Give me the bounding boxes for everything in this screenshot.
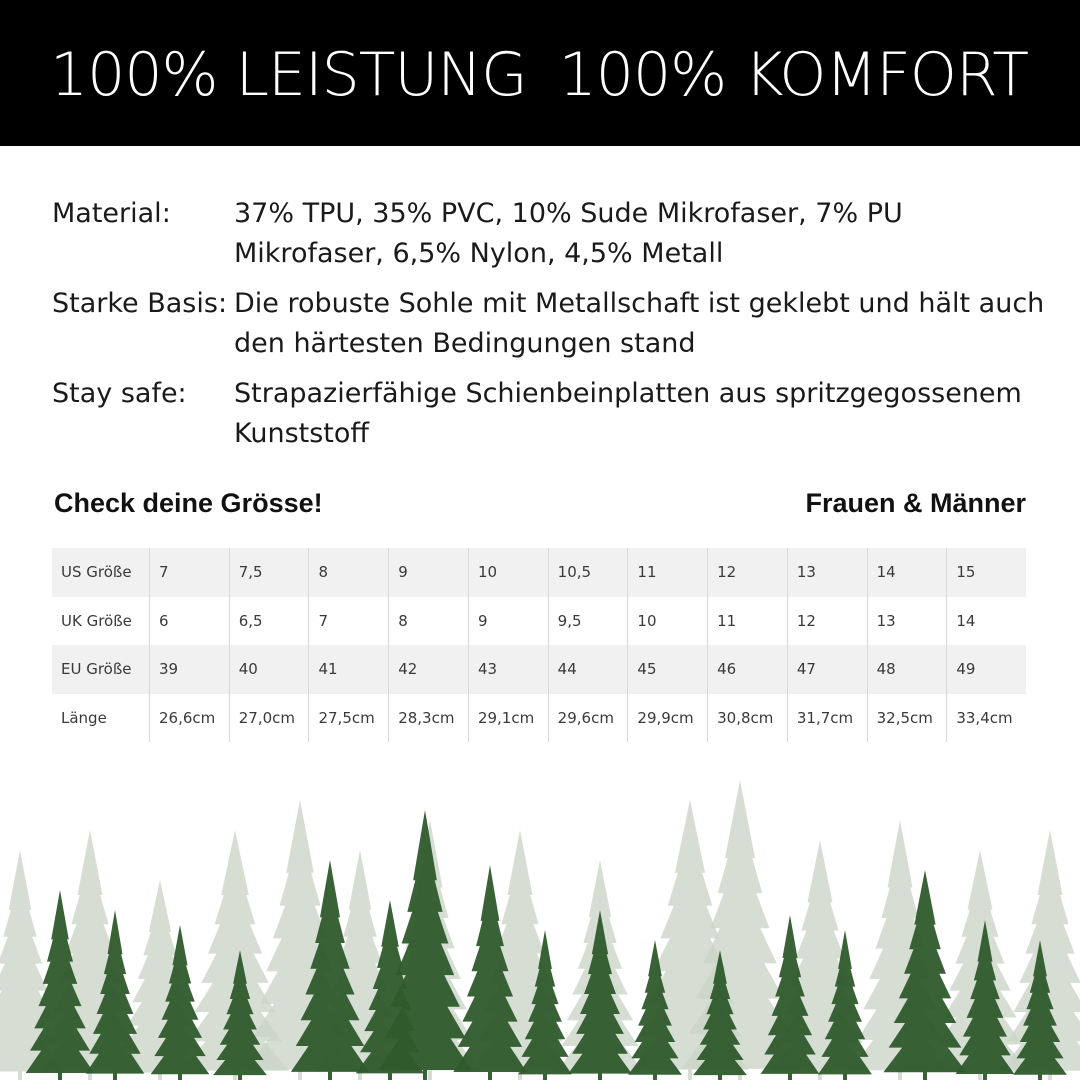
size-table-row bbox=[52, 597, 1026, 646]
size-row-label: Länge bbox=[61, 708, 107, 727]
size-cell: 32,5cm bbox=[867, 694, 947, 743]
size-table-row bbox=[52, 548, 1026, 597]
size-cell: 7 bbox=[309, 597, 389, 646]
size-row-label: UK Größe bbox=[61, 611, 132, 630]
size-cell: 8 bbox=[389, 597, 469, 646]
size-cell: 43 bbox=[468, 645, 548, 694]
size-section-header bbox=[54, 488, 1026, 519]
size-section-audience: Frauen & Männer bbox=[805, 488, 1026, 518]
spec-value: 37% TPU, 35% PVC, 10% Sude Mikrofaser, 7% PU Mikrofaser, 6,5% Nylon, 4,5% Metall bbox=[234, 198, 903, 269]
size-cell: 27,5cm bbox=[309, 694, 389, 743]
size-cell: 12 bbox=[787, 597, 867, 646]
size-table-row bbox=[52, 645, 1026, 694]
forest-illustration bbox=[0, 760, 1080, 1080]
size-cell: 10 bbox=[468, 548, 548, 597]
size-cell: 7,5 bbox=[229, 548, 309, 597]
spec-value: Die robuste Sohle mit Metallschaft ist geklebt und hält auch den härtesten Bedingungen stand bbox=[234, 288, 1045, 359]
size-cell: 41 bbox=[309, 645, 389, 694]
size-cell: 11 bbox=[628, 548, 708, 597]
spec-label: Stay safe: bbox=[52, 378, 187, 409]
size-cell: 11 bbox=[708, 597, 788, 646]
size-cell: 14 bbox=[947, 597, 1026, 646]
size-cell: 48 bbox=[867, 645, 947, 694]
size-cell: 8 bbox=[309, 548, 389, 597]
size-cell: 13 bbox=[867, 597, 947, 646]
size-cell: 27,0cm bbox=[229, 694, 309, 743]
spec-label: Material: bbox=[52, 198, 171, 229]
size-cell: 42 bbox=[389, 645, 469, 694]
spec-label: Starke Basis: bbox=[52, 288, 228, 319]
size-cell: 45 bbox=[628, 645, 708, 694]
size-section-title: Check deine Grösse! bbox=[54, 488, 323, 518]
size-cell: 39 bbox=[150, 645, 230, 694]
size-cell: 7 bbox=[150, 548, 230, 597]
size-cell: 29,9cm bbox=[628, 694, 708, 743]
size-cell: 28,3cm bbox=[389, 694, 469, 743]
size-cell: 33,4cm bbox=[947, 694, 1026, 743]
size-cell: 14 bbox=[867, 548, 947, 597]
size-cell: 12 bbox=[708, 548, 788, 597]
spec-list bbox=[52, 194, 1052, 464]
size-cell: 6 bbox=[150, 597, 230, 646]
size-cell: 40 bbox=[229, 645, 309, 694]
banner-performance-text: 100% LEISTUNG bbox=[50, 40, 527, 110]
spec-row-material bbox=[52, 194, 1052, 274]
spec-row-base bbox=[52, 284, 1052, 364]
size-cell: 29,1cm bbox=[468, 694, 548, 743]
spec-row-safety bbox=[52, 374, 1052, 454]
size-cell: 10 bbox=[628, 597, 708, 646]
size-table bbox=[52, 548, 1026, 742]
size-cell: 44 bbox=[548, 645, 628, 694]
size-cell: 13 bbox=[787, 548, 867, 597]
size-cell: 49 bbox=[947, 645, 1026, 694]
size-cell: 9,5 bbox=[548, 597, 628, 646]
size-cell: 30,8cm bbox=[708, 694, 788, 743]
size-row-label: US Größe bbox=[52, 548, 150, 597]
size-cell: 31,7cm bbox=[787, 694, 867, 743]
size-cell: 10,5 bbox=[548, 548, 628, 597]
size-cell: 29,6cm bbox=[548, 694, 628, 743]
size-table-row bbox=[52, 694, 1026, 743]
size-cell: 46 bbox=[708, 645, 788, 694]
size-cell: 15 bbox=[947, 548, 1026, 597]
size-cell: 6,5 bbox=[229, 597, 309, 646]
header-banner bbox=[0, 0, 1080, 146]
spec-value: Strapazierfähige Schienbeinplatten aus spritzgegossenem Kunststoff bbox=[234, 378, 1022, 449]
size-cell: 26,6cm bbox=[150, 694, 230, 743]
banner-comfort-text: 100% KOMFORT bbox=[558, 40, 1028, 110]
size-cell: 47 bbox=[787, 645, 867, 694]
size-row-label: EU Größe bbox=[52, 645, 150, 694]
size-cell: 9 bbox=[389, 548, 469, 597]
size-cell: 9 bbox=[468, 597, 548, 646]
